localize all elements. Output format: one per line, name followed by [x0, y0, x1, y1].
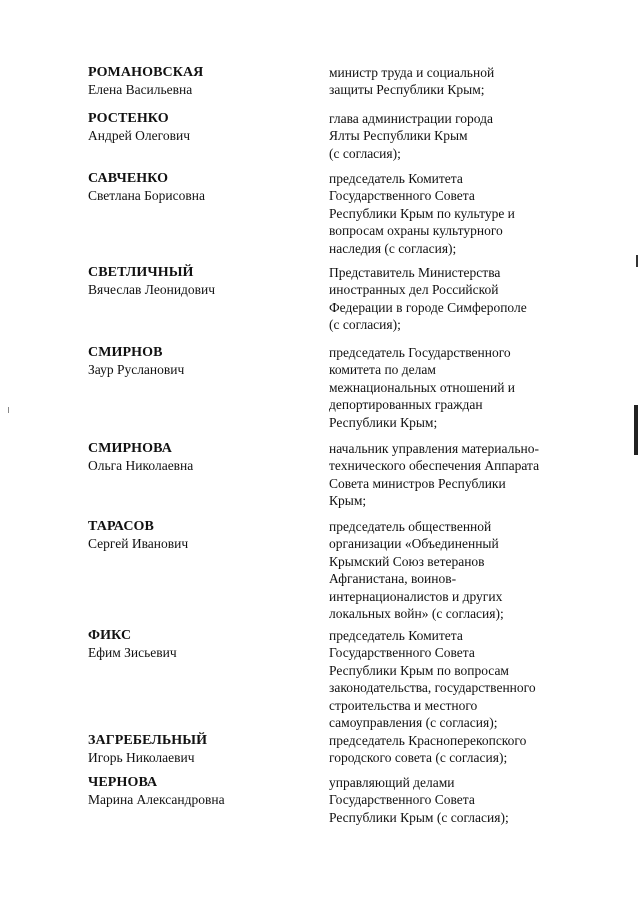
member-given-name: Ольга Николаевна	[88, 458, 194, 473]
member-given-name: Елена Васильевна	[88, 82, 193, 97]
member-surname: ЗАГРЕБЕЛЬНЫЙ	[88, 733, 208, 748]
member-role-line: Ялты Республики Крым	[329, 128, 468, 144]
member-role-line: (с согласия);	[329, 145, 401, 161]
scan-edge-mark	[636, 255, 638, 267]
member-role-line: Крымский Союз ветеранов	[329, 553, 485, 569]
member-role-line: председатель Комитета	[329, 171, 463, 186]
member-name	[88, 344, 318, 378]
member-role	[329, 264, 579, 334]
member-given-name: Андрей Олегович	[88, 128, 191, 143]
member-role-line: Афганистана, воинов-	[329, 571, 457, 587]
member-role-line: председатель Красноперекопского	[329, 733, 527, 748]
member-name	[88, 518, 318, 552]
member-role-line: законодательства, государственного	[329, 680, 536, 696]
member-role-line: интернационалистов и других	[329, 588, 503, 604]
member-given-name: Вячеслав Леонидович	[88, 282, 216, 297]
member-name	[88, 110, 318, 144]
member-name	[88, 627, 318, 661]
member-role-line: Крым;	[329, 493, 367, 509]
member-role-line: организации «Объединенный	[329, 536, 499, 552]
member-role	[329, 518, 579, 622]
member-name	[88, 732, 318, 766]
member-role-line: иностранных дел Российской	[329, 282, 499, 298]
member-role-line: вопросам охраны культурного	[329, 223, 503, 239]
member-role	[329, 64, 579, 99]
member-name	[88, 264, 318, 298]
member-role-line: депортированных граждан	[329, 397, 483, 413]
member-role-line: Государственного Совета	[329, 188, 475, 204]
member-given-name: Марина Александровна	[88, 792, 225, 807]
member-surname: РОМАНОВСКАЯ	[88, 65, 204, 80]
member-role-line: начальник управления материально-	[329, 441, 539, 456]
member-role	[329, 344, 579, 431]
member-role-line: Республики Крым по вопросам	[329, 662, 509, 678]
member-role-line: Федерации в городе Симферополе	[329, 299, 527, 315]
member-given-name: Светлана Борисовна	[88, 188, 205, 203]
member-role-line: управляющий делами	[329, 775, 455, 790]
member-role-line: наследия (с согласия);	[329, 240, 457, 256]
member-role-line: самоуправления (с согласия);	[329, 715, 498, 731]
member-name	[88, 440, 318, 474]
member-surname: ФИКС	[88, 628, 132, 643]
member-role-line: Государственного Совета	[329, 645, 475, 661]
scan-dot	[8, 407, 9, 413]
member-surname: ТАРАСОВ	[88, 519, 154, 534]
member-role-line: городского совета (с согласия);	[329, 750, 508, 766]
member-role-line: локальных войн» (с согласия);	[329, 606, 504, 622]
member-surname: СМИРНОВА	[88, 441, 172, 456]
scan-edge-mark	[634, 405, 638, 455]
member-role-line: министр труда и социальной	[329, 65, 495, 80]
member-role-line: Совета министров Республики	[329, 475, 506, 491]
member-role-line: председатель Государственного	[329, 345, 511, 360]
member-surname: ЧЕРНОВА	[88, 775, 158, 790]
member-role	[329, 440, 579, 510]
member-given-name: Заур Русланович	[88, 362, 185, 377]
member-role	[329, 732, 579, 767]
member-name	[88, 170, 318, 204]
member-surname: РОСТЕНКО	[88, 111, 169, 126]
member-role-line: председатель Комитета	[329, 628, 463, 643]
member-role	[329, 774, 579, 826]
member-surname: САВЧЕНКО	[88, 171, 169, 186]
member-role-line: комитета по делам	[329, 362, 436, 378]
member-given-name: Игорь Николаевич	[88, 750, 195, 765]
member-role-line: Представитель Министерства	[329, 265, 501, 280]
member-role	[329, 627, 579, 731]
member-role-line: Республики Крым (с согласия);	[329, 809, 509, 825]
member-role	[329, 170, 579, 257]
member-surname: СМИРНОВ	[88, 345, 163, 360]
member-given-name: Ефим Зисьевич	[88, 645, 177, 660]
member-role	[329, 110, 579, 162]
member-role-line: защиты Республики Крым;	[329, 82, 485, 98]
member-role-line: Республики Крым;	[329, 414, 438, 430]
member-name	[88, 774, 318, 808]
member-role-line: Республики Крым по культуре и	[329, 205, 515, 221]
member-role-line: строительства и местного	[329, 697, 478, 713]
member-role-line: технического обеспечения Аппарата	[329, 458, 540, 474]
member-name	[88, 64, 318, 98]
member-given-name: Сергей Иванович	[88, 536, 189, 551]
member-role-line: межнациональных отношений и	[329, 379, 516, 395]
member-surname: СВЕТЛИЧНЫЙ	[88, 265, 194, 280]
member-role-line: глава администрации города	[329, 111, 493, 126]
member-role-line: Государственного Совета	[329, 792, 475, 808]
member-role-line: председатель общественной	[329, 519, 492, 534]
member-role-line: (с согласия);	[329, 317, 401, 333]
